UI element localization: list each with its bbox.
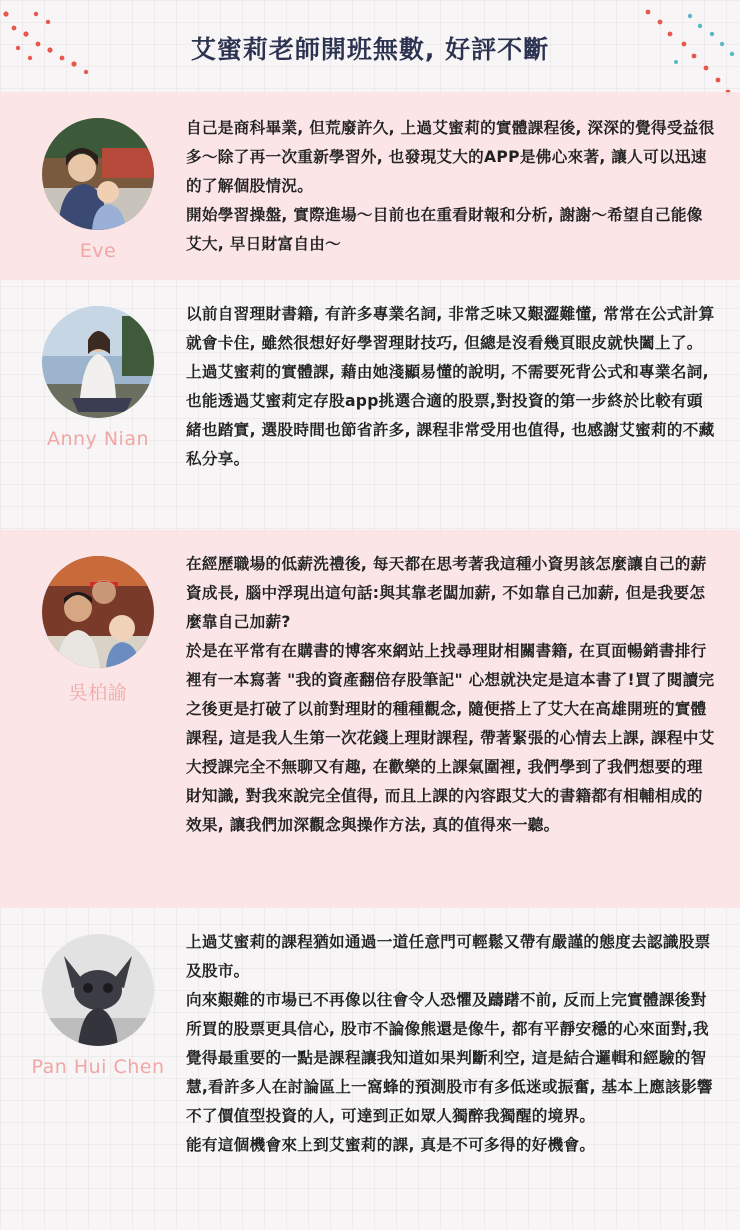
stitch-figure-avatar-icon [42, 934, 154, 1046]
testimonial-card-pan-hui-chen [0, 908, 740, 1230]
avatar [42, 934, 154, 1046]
testimonial-paragraph: 上過艾蜜莉的課程猶如通過一道任意門可輕鬆又帶有嚴謹的態度去認識股票及股市。 [186, 933, 711, 980]
testimonial-text [186, 300, 716, 474]
testimonial-paragraph: 向來艱難的市場已不再像以往會令人恐懼及躊躇不前, 反而上完實體課後對所買的股票更具信心, 股市不論像熊還是像牛, 都有平靜安穩的心來面對,我覺得最重要的一點是課程讓我知道如果判斷利空, 這是結合邏輯和經驗的智慧,看許多人在討論區上一窩蜂的預測股市有多低迷或振奮, 基本上應該影響不了價值型投資的人, 可達到正如眾人獨醉我獨醒的境界。 [186, 991, 713, 1125]
family-photo-avatar-icon [42, 118, 154, 230]
testimonial-paragraph: 在經歷職場的低薪洗禮後, 每天都在思考著我這種小資男該怎麼讓自己的薪資成長, 腦中浮現出這句話:與其靠老闆加薪, 不如靠自己加薪, 但是我要怎麼靠自己加薪? [186, 555, 707, 631]
testimonial-paragraph: 自己是商科畢業, 但荒廢許久, 上過艾蜜莉的實體課程後, 深深的覺得受益很多～除了再一次重新學習外, 也發現艾大的APP是佛心來著, 讓人可以迅速的了解個股情況。 [186, 119, 715, 195]
page-header [0, 0, 740, 90]
testimonial-paragraph: 於是在平常有在購書的博客來網站上找尋理財相關書籍, 在頁面暢銷書排行裡有一本寫著 "我的資產翻倍存股筆記" 心想就決定是這本書了!買了閱讀完之後更是打破了以前對理財的種種觀念, 隨便搭上了艾大在高雄開班的實體課程, 這是我人生第一次花錢上理財課程, 帶著緊張的心情去上課, 課程中艾大授課完全不無聊又有趣, 在歡樂的上課氣圍裡, 我們學到了我們想要的理財知識, 對我來說完全值得, 而且上課的內容跟艾大的書籍都有相輔相成的效果, 讓我們加深觀念與操作方法, 真的值得來一聽。 [186, 642, 715, 834]
avatar [42, 118, 154, 230]
reviewer-name: Pan Hui Chen [31, 1056, 165, 1078]
testimonial-text [186, 114, 716, 259]
reviewer-name: Anny Nian [46, 428, 150, 450]
testimonial-paragraph: 上過艾蜜莉的實體課, 藉由她淺顯易懂的說明, 不需要死背公式和專業名詞, 也能透過艾蜜莉定存股app挑選合適的股票,對投資的第一步終於比較有頭緒也踏實, 選股時間也節省許多, 課程非常受用也值得, 也感謝艾蜜莉的不藏私分享。 [186, 363, 715, 468]
testimonial-paragraph: 以前自習理財書籍, 有許多專業名詞, 非常乏味又艱澀難懂, 常常在公式計算就會卡住, 雖然很想好好學習理財技巧, 但總是沒看幾頁眼皮就快闔上了。 [186, 305, 715, 352]
avatar [42, 306, 154, 418]
testimonial-paragraph: 能有這個機會來上到艾蜜莉的課, 真是不可多得的好機會。 [186, 1136, 596, 1154]
reviewer-name: Eve [79, 240, 117, 262]
page-title: 艾蜜莉老師開班無數, 好評不斷 [190, 35, 550, 64]
testimonial-text [186, 550, 716, 840]
avatar [42, 556, 154, 668]
testimonial-text [186, 928, 716, 1160]
testimonial-card-wu-bo-yu [0, 530, 740, 908]
reviewer-name: 吳柏諭 [68, 682, 128, 704]
testimonial-card-eve [0, 92, 740, 280]
family-selfie-avatar-icon [42, 556, 154, 668]
testimonial-card-anny-nian [0, 280, 740, 530]
woman-on-bench-avatar-icon [42, 306, 154, 418]
testimonial-paragraph: 開始學習操盤, 實際進場～目前也在重看財報和分析, 謝謝～希望自己能像艾大, 早日財富自由～ [186, 206, 703, 253]
